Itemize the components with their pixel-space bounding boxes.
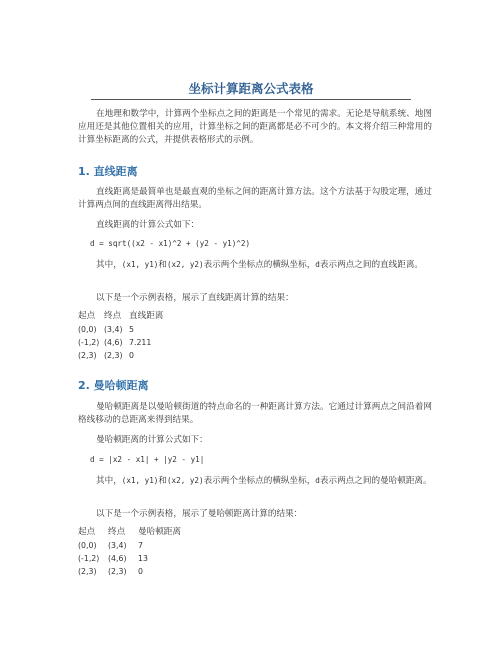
distance-symbol: d xyxy=(315,260,320,269)
section1-explanation xyxy=(78,258,432,272)
section1-table-intro: 以下是一个示例表格，展示了直线距离计算的结果： xyxy=(96,293,294,303)
straight-line-table xyxy=(78,310,163,362)
explain-prefix: 其中， xyxy=(96,260,122,270)
section2-formula-intro: 曼哈顿距离的计算公式如下： xyxy=(96,435,208,445)
explain-prefix: 其中， xyxy=(96,476,122,486)
point1-label: (x1, y1) xyxy=(121,260,159,269)
point2-label: (x2, y2) xyxy=(166,260,204,269)
distance-symbol: d xyxy=(315,476,320,485)
section2-description: 曼哈顿距离是以曼哈顿街道的特点命名的一种距离计算方法。它通过计算两点之间沿着网格线移动的总距离来得到结果。 xyxy=(78,402,432,425)
point1-label: (x1, y1) xyxy=(121,476,159,485)
cell-distance: 0 xyxy=(129,351,134,360)
cell-start: (2,3) xyxy=(78,567,97,576)
cell-start: (-1,2) xyxy=(78,338,100,347)
header-distance: 曼哈顿距离 xyxy=(138,527,181,537)
section-heading-manhattan: 2. 曼哈顿距离 xyxy=(78,379,149,392)
table-header-row xyxy=(78,310,163,323)
explain-mid: 表示两个坐标点的横纵坐标， xyxy=(203,476,316,486)
cell-distance: 7 xyxy=(138,541,143,550)
header-distance: 直线距离 xyxy=(129,311,164,321)
table-row xyxy=(78,539,181,552)
cell-start: (0,0) xyxy=(78,541,97,550)
cell-start: (2,3) xyxy=(78,351,97,360)
section1-description: 直线距离是最简单也是最直观的坐标之间的距离计算方法。这个方法基于勾股定理，通过计算两点间的直线距离得出结果。 xyxy=(78,187,432,210)
table-row xyxy=(78,336,163,349)
table-header-row xyxy=(78,526,181,539)
explain-mid: 表示两个坐标点的横纵坐标， xyxy=(203,260,316,270)
section1-formula-intro: 直线距离的计算公式如下： xyxy=(96,220,200,230)
header-end: 终点 xyxy=(108,527,126,537)
explain-suffix: 表示两点之间的曼哈顿距离。 xyxy=(319,476,432,486)
intro-paragraph: 在地理和数学中，计算两个坐标点之间的距离是一个常见的需求。无论是导航系统、地图应用还是其他位置相关的应用，计算坐标之间的距离都是必不可少的。本文将介绍三种常用的计算坐标距离的公式，并提供表格形式的示例。 xyxy=(78,109,432,145)
table-row xyxy=(78,349,163,362)
cell-end: (3,4) xyxy=(108,541,127,550)
section-heading-straight-line: 1. 直线距离 xyxy=(78,165,138,178)
page-title: 坐标计算距离公式表格 xyxy=(188,81,314,96)
header-start: 起点 xyxy=(78,527,96,537)
cell-end: (2,3) xyxy=(104,351,123,360)
table-row xyxy=(78,323,163,336)
table-row xyxy=(78,552,181,565)
cell-distance: 0 xyxy=(138,567,143,576)
title-divider xyxy=(91,99,411,100)
cell-end: (3,4) xyxy=(104,325,123,334)
header-start: 起点 xyxy=(78,311,96,321)
cell-distance: 5 xyxy=(129,325,134,334)
cell-end: (4,6) xyxy=(104,338,123,347)
manhattan-formula: d = |x2 - x1| + |y2 - y1| xyxy=(90,455,205,464)
point2-label: (x2, y2) xyxy=(166,476,204,485)
cell-distance: 13 xyxy=(138,554,148,563)
header-end: 终点 xyxy=(104,311,122,321)
section2-table-intro: 以下是一个示例表格，展示了曼哈顿距离计算的结果： xyxy=(96,509,303,519)
cell-end: (4,6) xyxy=(108,554,127,563)
section2-explanation xyxy=(78,474,432,488)
cell-start: (-1,2) xyxy=(78,554,100,563)
explain-suffix: 表示两点之间的直线距离。 xyxy=(319,260,424,270)
cell-end: (2,3) xyxy=(108,567,127,576)
cell-distance: 7.211 xyxy=(129,338,152,347)
manhattan-table xyxy=(78,526,181,578)
table-row xyxy=(78,565,181,578)
and-label: 和 xyxy=(158,476,167,486)
and-label: 和 xyxy=(158,260,167,270)
euclidean-formula: d = sqrt((x2 - x1)^2 + (y2 - y1)^2) xyxy=(90,239,251,248)
cell-start: (0,0) xyxy=(78,325,97,334)
